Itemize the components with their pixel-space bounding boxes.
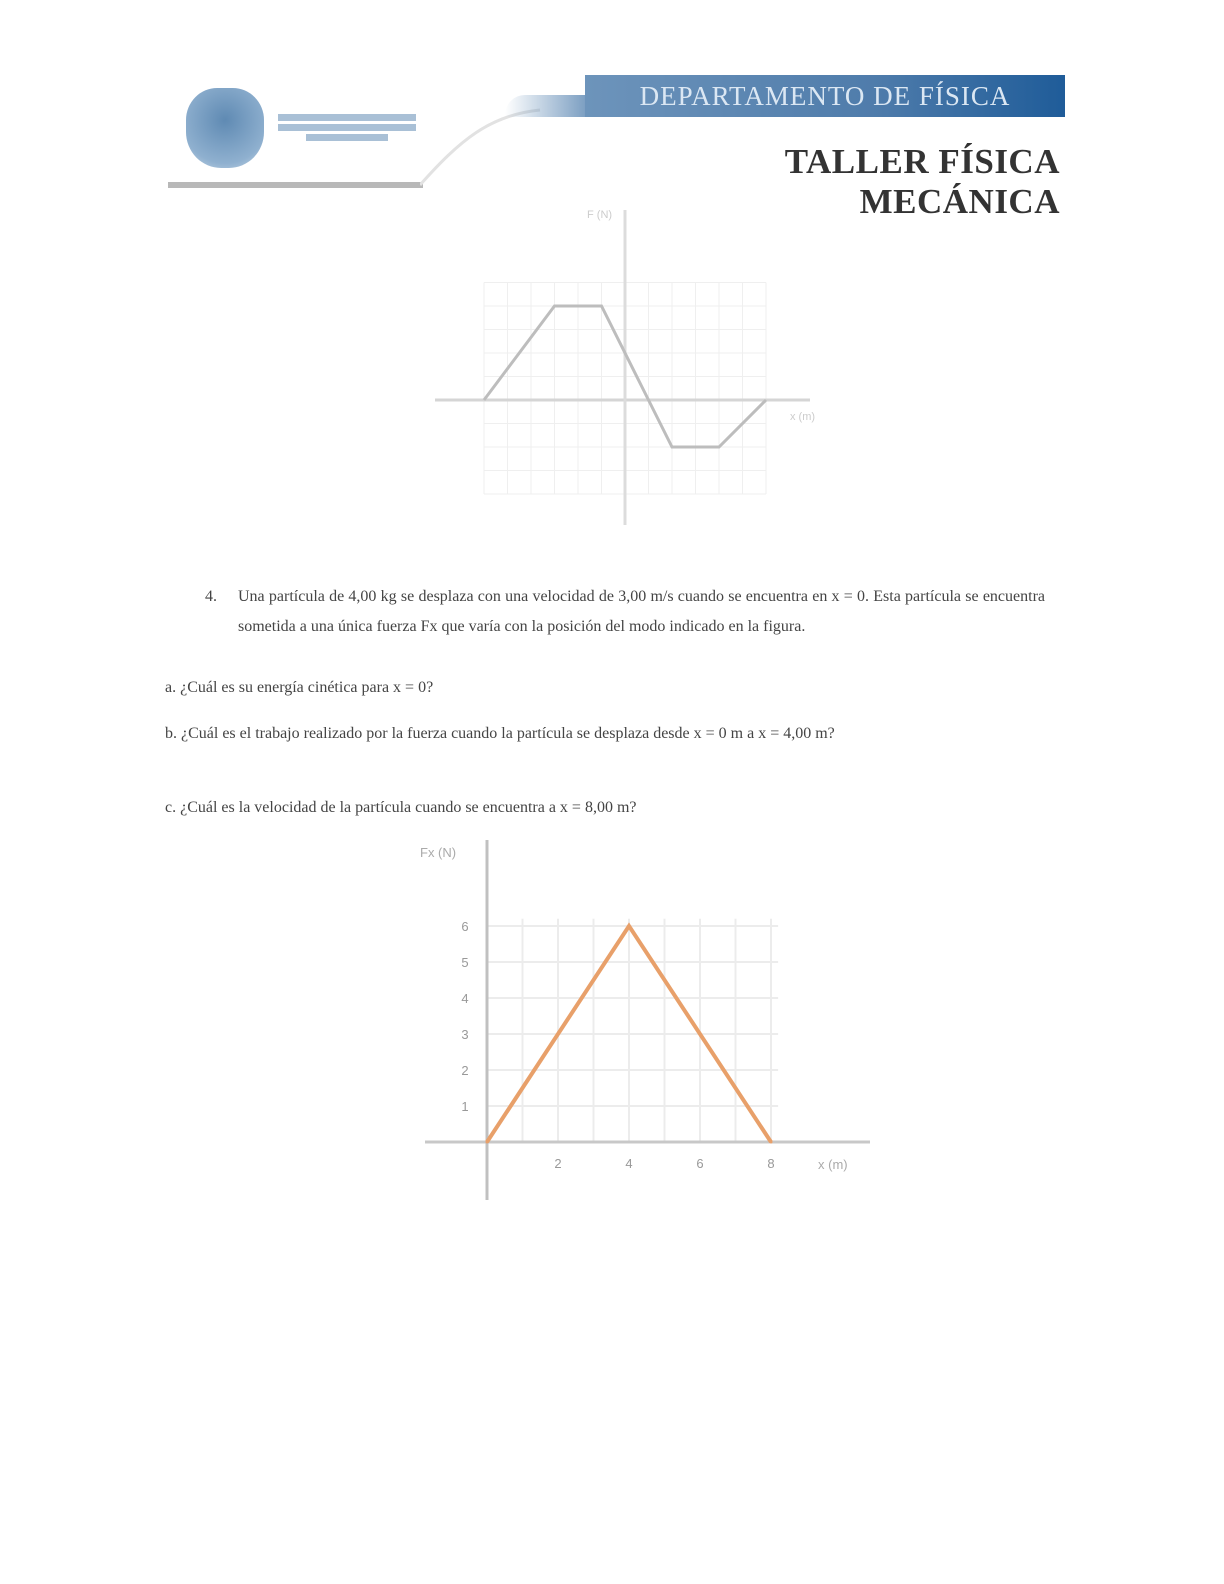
data-point — [628, 925, 631, 928]
x-tick-label: 6 — [696, 1156, 704, 1171]
logo-underline — [168, 182, 423, 188]
y-tick-label: 5 — [461, 955, 469, 970]
x-tick-label: 8 — [767, 1156, 775, 1171]
question-text: ¿Cuál es la velocidad de la partícula cuando se encuentra a x = 8,00 m? — [180, 799, 637, 816]
x-tick-label: 2 — [554, 1156, 562, 1171]
x-tick-label: 4 — [625, 1156, 633, 1171]
y-tick-label: 3 — [461, 1027, 469, 1042]
y-tick-label: 4 — [461, 991, 469, 1006]
question-text: ¿Cuál es el trabajo realizado por la fuerza cuando la partícula se desplaza desde x = 0 m a x = 4,00 m? — [181, 725, 835, 742]
x-axis-label: x (m) — [818, 1157, 848, 1172]
question-label: a. — [165, 679, 177, 696]
university-seal-icon — [186, 88, 264, 168]
page-title: TALLER FÍSICA MECÁNICA — [784, 142, 1060, 221]
logo-text — [278, 114, 416, 144]
data-point — [486, 1141, 489, 1144]
force-position-chart-1 — [430, 200, 820, 530]
y-tick-label: 1 — [461, 1099, 469, 1114]
problem-4 — [165, 582, 1045, 642]
y-tick-label: 2 — [461, 1063, 469, 1078]
y-axis-label: Fx (N) — [420, 845, 457, 860]
question-label: c. — [165, 799, 177, 816]
question-b — [165, 722, 1045, 746]
question-text: ¿Cuál es su energía cinética para x = 0? — [180, 679, 434, 696]
university-logo — [178, 84, 423, 176]
y-tick-label: 6 — [461, 919, 469, 934]
force-position-chart-2 — [400, 830, 880, 1210]
y-axis-label: F (N) — [587, 209, 613, 221]
question-a — [165, 676, 1045, 700]
problem-statement: Una partícula de 4,00 kg se desplaza con una velocidad de 3,00 m/s cuando se encuentra en x = 0. Esta partícula se encuentra sometida a una única fuerza Fx que varía con la posición del modo indicado en la figura. — [238, 588, 1045, 635]
problem-number: 4. — [205, 588, 217, 605]
question-c — [165, 796, 1045, 820]
banner-tail — [505, 95, 595, 117]
question-label: b. — [165, 725, 177, 742]
x-axis-label: x (m) — [790, 411, 816, 423]
data-point — [770, 1141, 773, 1144]
department-banner: DEPARTAMENTO DE FÍSICA — [585, 75, 1065, 117]
